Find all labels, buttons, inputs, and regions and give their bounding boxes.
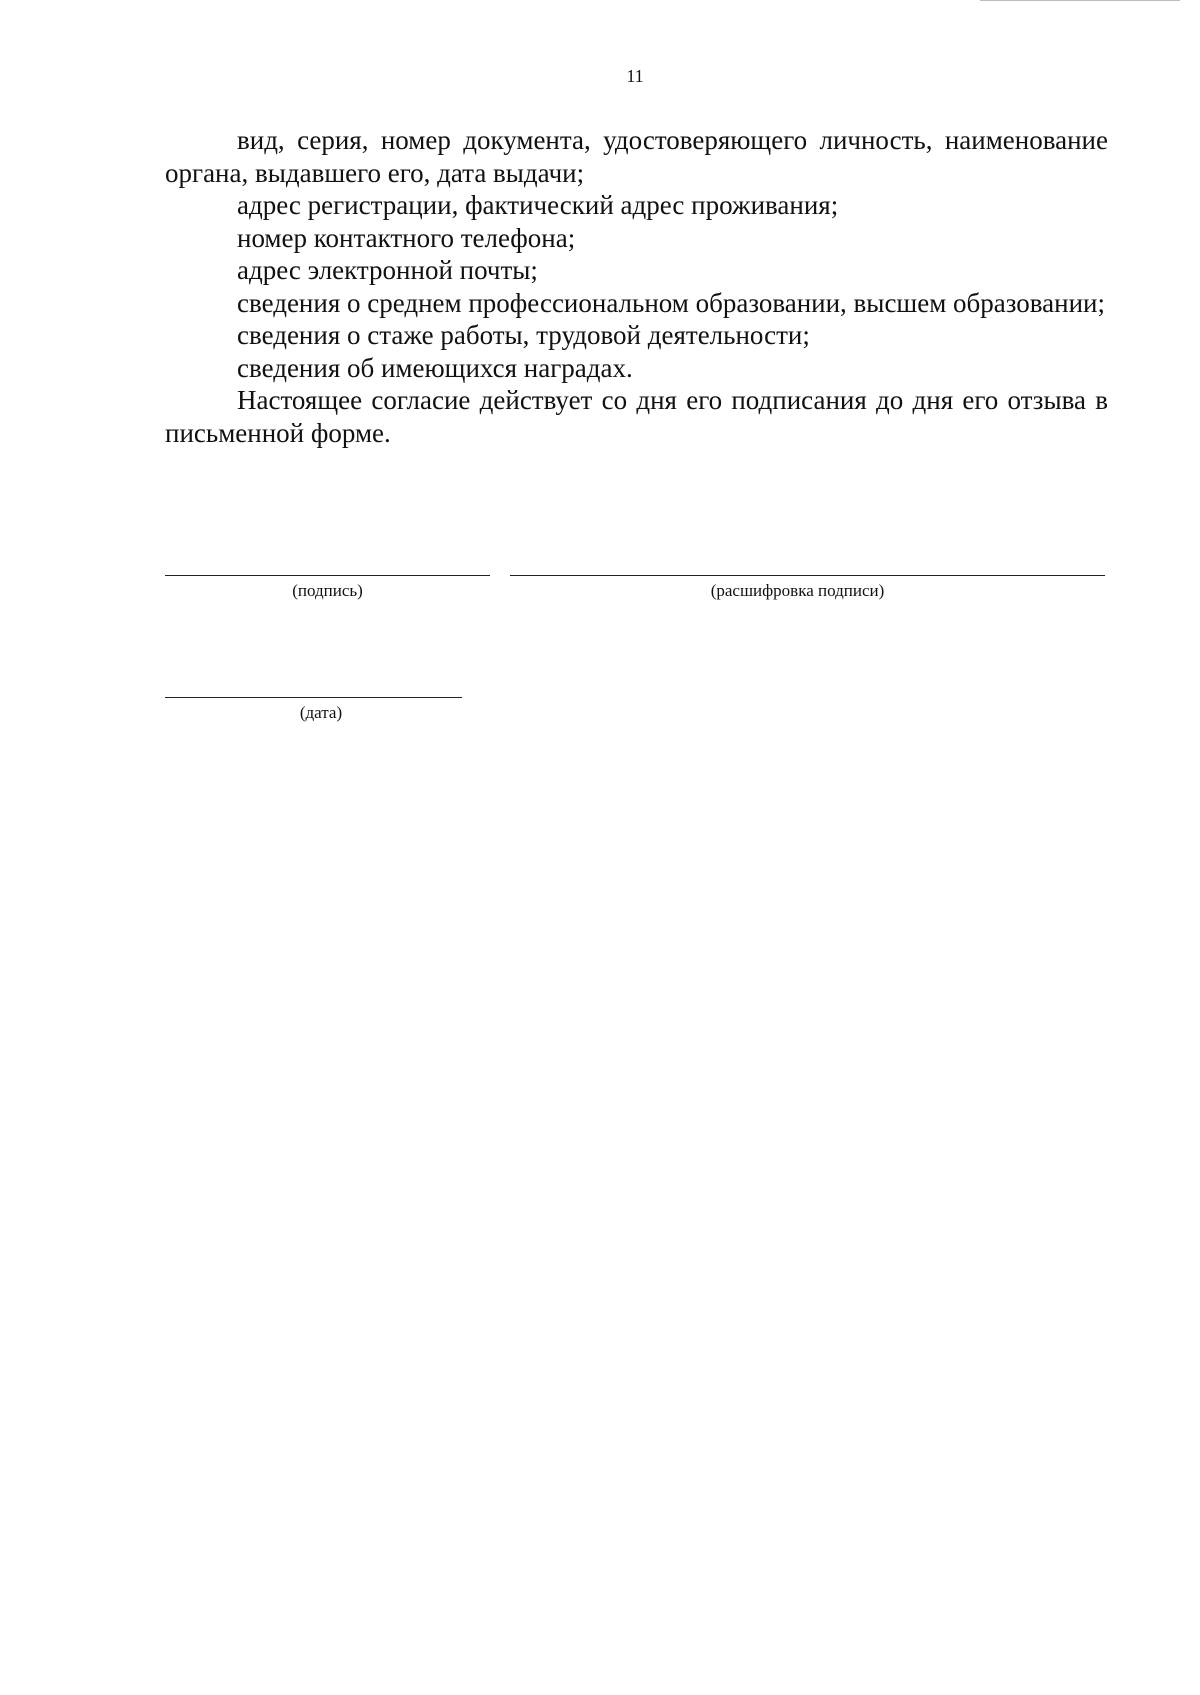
date-line (165, 697, 462, 698)
paragraph-education: сведения о среднем профессиональном образовании, высшем образовании; (237, 287, 1105, 318)
paragraph-validity: Настоящее согласие действует со дня его подписания до дня его отзыва в письменной форме. (165, 385, 1108, 448)
signature-decoding-line (510, 575, 1105, 576)
paragraph-awards: сведения об имеющихся наградах. (237, 352, 633, 383)
page-number: 11 (626, 66, 644, 86)
signature-decoding-caption: (расшифровка подписи) (710, 581, 885, 600)
paragraph-email: адрес электронной почты; (237, 255, 538, 285)
paragraph-address: адрес регистрации, фактический адрес проживания; (237, 190, 839, 220)
scan-edge-mark (980, 0, 1180, 1)
paragraph-phone: номер контактного телефона; (237, 222, 576, 253)
signature-caption: (подпись) (292, 581, 363, 600)
signature-line (165, 575, 490, 576)
date-caption: (дата) (299, 703, 343, 722)
paragraph-work-experience: сведения о стаже работы, трудовой деятельности; (237, 320, 810, 350)
paragraph-identity-document: вид, серия, номер документа, удостоверяющего личность, наименование органа, выдавшего его, дата выдачи; (165, 125, 1108, 188)
consent-text (165, 124, 1108, 449)
